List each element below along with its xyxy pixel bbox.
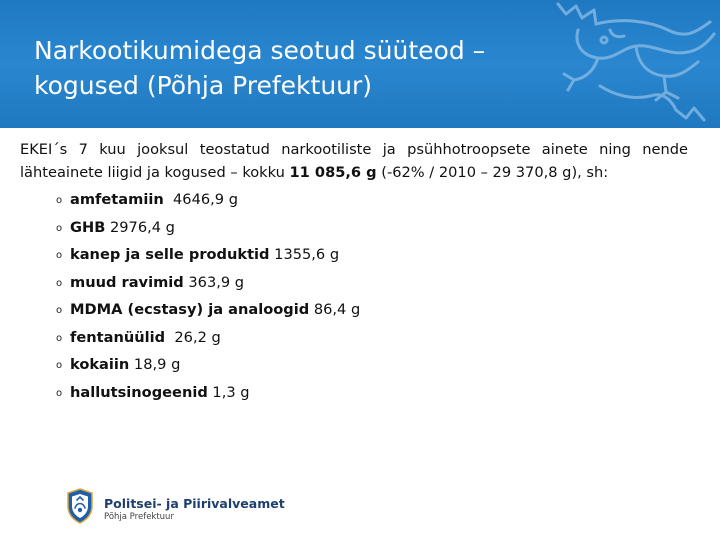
bullet-icon: o [56,277,63,289]
item-value: 363,9 g [183,273,245,291]
item-name: GHB [70,218,106,236]
slide-title [34,33,594,103]
list-item [56,296,360,324]
item-value: 4646,9 g [163,191,238,208]
item-name: muud ravimid [70,273,184,291]
item-name: hallutsinogeenid [70,383,208,401]
substance-list [56,186,360,406]
item-name: MDMA (ecstasy) ja analoogid [70,301,310,318]
item-value: 1,3 g [207,383,250,401]
bullet-icon: o [56,222,63,234]
intro-total: 11 085,6 g [289,164,377,181]
footer-org-name: Politsei- ja Piirivalveamet [104,496,285,511]
intro-line-2 [20,161,688,184]
intro-line-1: EKEI´s 7 kuu jooksul teostatud narkootiliste ja psühhotroopsete ainete ning nende [20,141,688,158]
title-line-1: Narkootikumidega seotud süüteod – [34,36,486,65]
list-item [56,324,360,352]
list-item [56,269,360,297]
bullet-icon: o [56,305,63,316]
header-banner [0,0,720,128]
item-value: 2976,4 g [105,218,175,236]
intro-line-2-pre: lähteainete liigid ja kogused – kokku [20,164,290,181]
police-shield-icon [66,488,94,524]
bullet-icon: o [56,250,63,261]
list-item [56,379,360,407]
bullet-icon: o [56,360,63,371]
intro-line-2-post: (-62% / 2010 – 29 370,8 g), sh: [376,164,609,181]
list-item [56,241,360,269]
bullet-icon: o [56,387,63,399]
title-line-2: kogused (Põhja Prefektuur) [34,71,373,100]
lion-crest-icon [538,0,720,128]
item-name: fentanüülid [70,328,166,346]
intro-paragraph [20,138,688,184]
list-item [56,351,360,379]
footer-organization [104,496,285,522]
item-value: 18,9 g [129,356,181,373]
bullet-icon: o [56,332,63,344]
list-item [56,186,360,214]
item-name: kanep ja selle produktid [70,246,270,263]
footer-prefecture: Põhja Prefektuur [104,512,174,522]
bullet-icon: o [56,195,63,206]
item-name: amfetamiin [70,191,164,208]
item-value: 86,4 g [309,301,361,318]
list-item [56,214,360,242]
item-name: kokaiin [70,356,130,373]
item-value: 26,2 g [165,328,221,346]
item-value: 1355,6 g [269,246,340,263]
